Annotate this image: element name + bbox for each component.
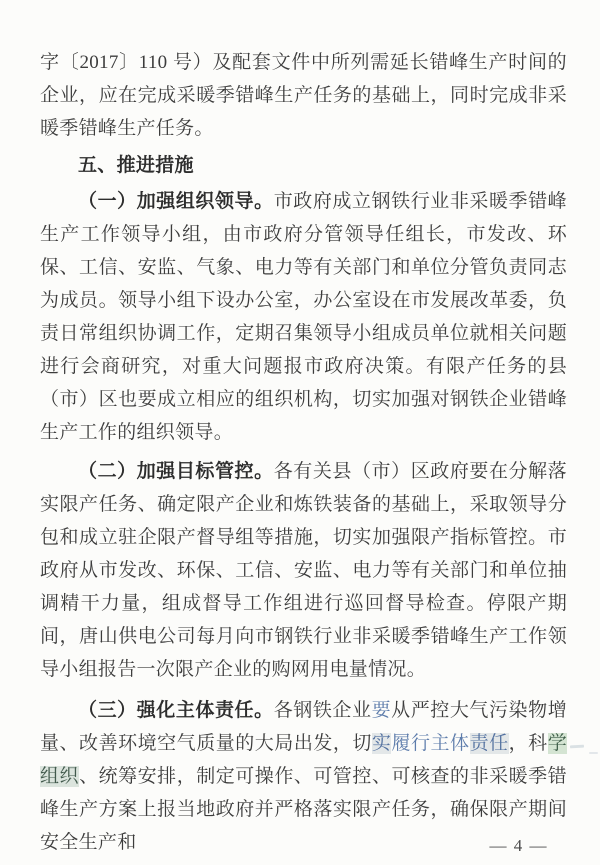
item-lead-1: （一）加强组织领导。 <box>78 191 274 212</box>
text-segment: ，科 <box>508 733 548 754</box>
section-heading: 五、推进措施 <box>78 155 194 176</box>
paragraph-continuation: 字〔2017〕110 号）及配套文件中所列需延长错峰生产时间的企业，应在完成采暖季错峰生产任务的基础上，同时完成非采暖季错峰生产任务。 <box>40 52 567 139</box>
text-segment-green-smudge: 组织 <box>40 766 80 787</box>
item-text-2: 各有关县（市）区政府要在分解落实限产任务、确定限产企业和炼铁装备的基础上，采取领导分包和成立驻企限产督导组等措施，切实加强限产指标管控。市政府从市发改、环保、工信、安监、电力等有关部门和单位抽调精干力量，组成督导工作组进行巡回督导检查。停限产期间，唐山供电公司每月向市钢铁行业非采暖季错峰生产工作领导小组报告一次限产企业的购网用电量情况。 <box>40 461 567 680</box>
text-segment: 从严控大气污染物增量、改善环境空气质量的大局出发，切 <box>40 700 567 754</box>
item-text-1: 市政府成立钢铁行业非采暖季错峰生产工作领导小组，由市政府分管领导任组长，市发改、环保、工信、安监、气象、电力等有关部门和单位分管负责同志为成员。领导小组下设办公室，办公室设在市发展改革委，负责日常组织协调工作，定期召集领导小组成员单位就相关问题进行会商研究，对重大问题报市政府决策。有限产任务的县（市）区也要成立相应的组织机构，切实加强对钢铁企业错峰生产工作的组织领导。 <box>40 191 567 443</box>
text-segment-blue-smudge: 责任 <box>469 733 509 754</box>
text-segment-blue-smudge: 实 <box>371 733 392 754</box>
scan-artifact-dash <box>570 745 584 749</box>
item-paragraph-1 <box>40 185 567 449</box>
item-paragraph-2 <box>40 455 567 686</box>
text-segment: 、统筹安排，制定可操作、可管控、可核查的非采暖季错峰生产方案上报当地政府并严格落实限产任务，确保限产期间安全生产和 <box>40 766 567 853</box>
text-segment: 各钢铁企业 <box>273 700 372 721</box>
item-paragraph-3 <box>40 694 567 859</box>
scan-artifact-dash <box>589 752 598 754</box>
page-number: — 4 — <box>489 836 548 855</box>
item-lead-2: （二）加强目标管控。 <box>78 461 274 482</box>
text-segment-blue-tint: 履行主体 <box>391 733 470 754</box>
text-segment-blue-tint: 要 <box>371 700 392 721</box>
text-segment-green-smudge: 学 <box>547 733 567 754</box>
item-lead-3: （三）强化主体责任。 <box>78 700 274 721</box>
body-text <box>40 46 567 859</box>
